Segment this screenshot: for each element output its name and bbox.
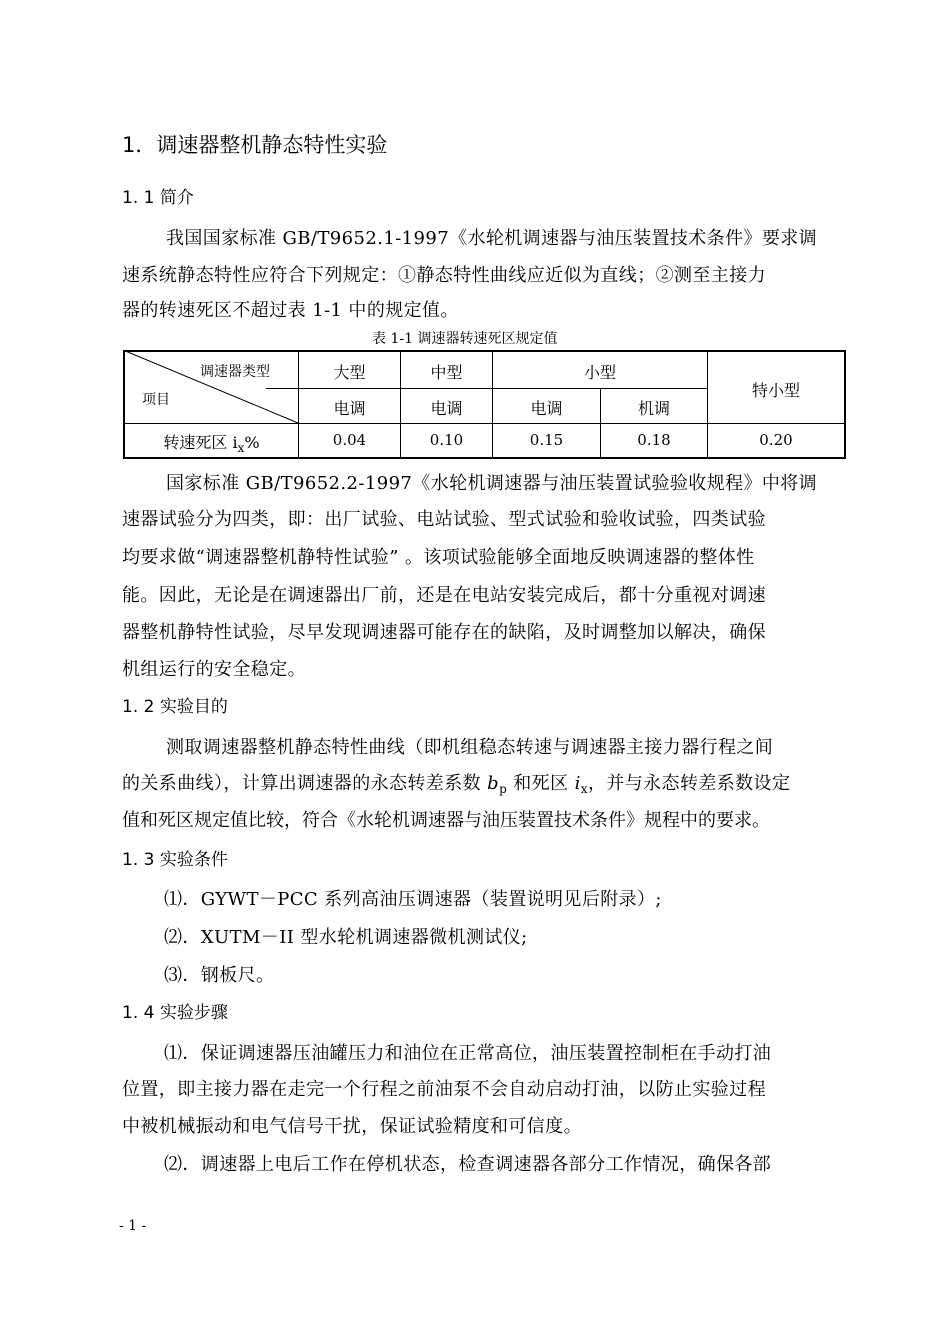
value-cell: 0.20 xyxy=(759,431,793,449)
page-title: 1．调速器整机静态特性实验 xyxy=(122,133,388,157)
type-large: 大型 xyxy=(333,363,366,382)
subtype-cell: 电调 xyxy=(430,399,463,418)
type-small: 小型 xyxy=(583,363,616,382)
list-item: ⑶．钢板尺。 xyxy=(164,965,275,986)
value-cell: 0.04 xyxy=(332,431,367,449)
paragraph-line: 机组运行的安全稳定。 xyxy=(122,659,306,680)
paragraph-line: 速系统静态特性应符合下列规定：①静态特性曲线应近似为直线；②测至主接力 xyxy=(122,265,766,286)
paragraph-line: 的关系曲线），计算出调速器的永态转差系数 $b_p$ 和死区 $i_x$，并与永态转差系数设定 xyxy=(122,773,791,796)
paragraph-line: 位置，即主接力器在走完一个行程之前油泵不会自动启动打油，以防止实验过程 xyxy=(122,1079,766,1100)
paragraph-line: ⑵．调速器上电后工作在停机状态，检查调速器各部分工作情况，确保各部 xyxy=(164,1154,772,1175)
paragraph-line: 能。因此，无论是在调速器出厂前，还是在电站安装完成后，都十分重视对调速 xyxy=(122,585,766,606)
subtype-cell: 电调 xyxy=(333,399,366,418)
type-medium: 中型 xyxy=(430,363,463,382)
section-title-purpose: 1. 2 实验目的 xyxy=(122,697,228,717)
section-title-steps: 1. 4 实验步骤 xyxy=(122,1003,228,1023)
paragraph-line: 值和死区规定值比较，符合《水轮机调速器与油压装置技术条件》规程中的要求。 xyxy=(122,810,770,831)
paragraph-line: 速器试验分为四类，即：出厂试验、电站试验、型式试验和验收试验，四类试验 xyxy=(122,509,766,530)
paragraph-line: 均要求做“调速器整机静特性试验” 。该项试验能够全面地反映调速器的整体性 xyxy=(122,547,755,568)
value-cell: 0.15 xyxy=(529,431,564,449)
value-cell: 0.10 xyxy=(429,431,464,449)
header-item: 项目 xyxy=(142,392,170,408)
paragraph-line: 中被机械振动和电气信号干扰，保证试验精度和可信度。 xyxy=(122,1116,582,1137)
subtype-cell: 电调 xyxy=(530,399,563,418)
subtype-cell: 机调 xyxy=(637,399,670,418)
header-governor-type: 调速器类型 xyxy=(200,364,270,380)
section-title-intro: 1. 1 简介 xyxy=(122,188,194,208)
section-title-conditions: 1. 3 实验条件 xyxy=(122,850,228,870)
list-item: ⑵．XUTM－II 型水轮机调速器微机测试仪; xyxy=(164,927,528,948)
table-caption: 表 1-1 调速器转速死区规定值 xyxy=(372,331,558,347)
list-item: ⑴．GYWT－PCC 系列高油压调速器（装置说明见后附录）; xyxy=(164,889,662,910)
paragraph-line: 器的转速死区不超过表 1-1 中的规定值。 xyxy=(122,300,459,321)
paragraph-line: 国家标准 GB/T9652.2-1997《水轮机调速器与油压装置试验验收规程》中将调 xyxy=(166,473,818,494)
page-number: - 1 - xyxy=(119,1218,147,1234)
value-cell: 0.18 xyxy=(637,431,671,449)
row-label-dead-zone: 转速死区 $i_x\%$ xyxy=(163,433,260,455)
paragraph-line: 测取调速器整机静态特性曲线（即机组稳态转速与调速器主接力器行程之间 xyxy=(166,737,774,758)
paragraph-line: ⑴．保证调速器压油罐压力和油位在正常高位，油压装置控制柜在手动打油 xyxy=(164,1043,772,1064)
paragraph-line: 我国国家标准 GB/T9652.1-1997《水轮机调速器与油压装置技术条件》要求调 xyxy=(166,228,818,249)
paragraph-line: 器整机静特性试验，尽早发现调速器可能存在的缺陷，及时调整加以解决，确保 xyxy=(122,622,766,643)
type-extra-small: 特小型 xyxy=(751,381,800,400)
